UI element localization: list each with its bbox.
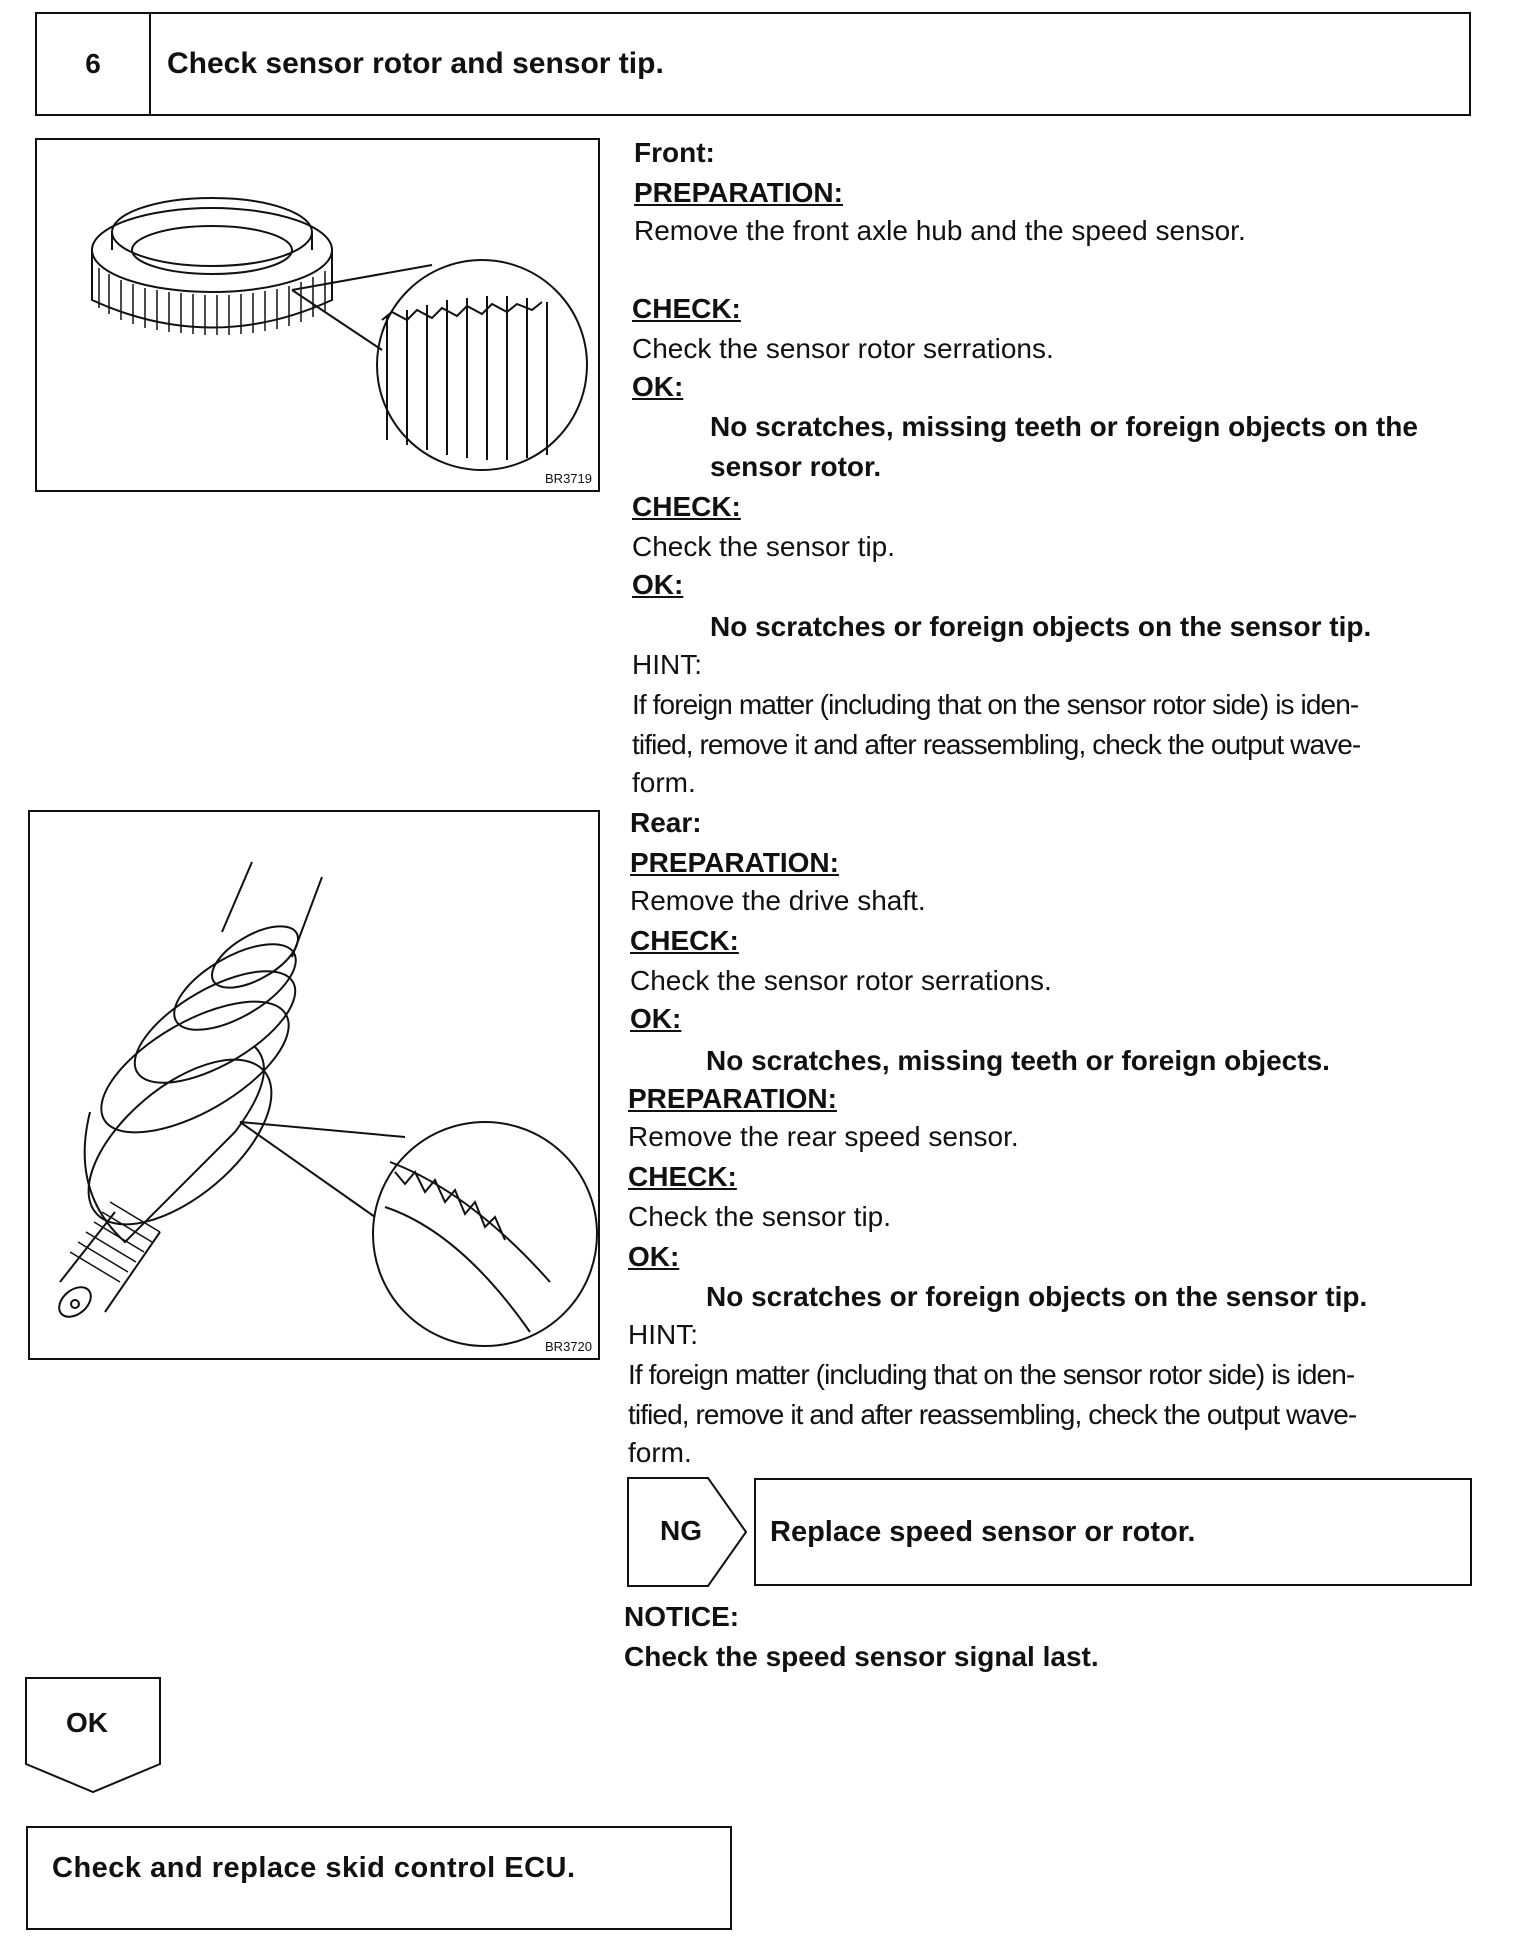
rear-check1-text: Check the sensor rotor serrations. [630, 965, 1052, 996]
rear-hint-line2: tified, remove it and after reassembling, check the output wave- [628, 1399, 1357, 1430]
front-check2-text: Check the sensor tip. [632, 531, 896, 562]
ok-result-text: Check and replace skid control ECU. [52, 1852, 576, 1884]
ok-result-box [26, 1826, 732, 1930]
rear-shaft-illustration [30, 812, 598, 1358]
front-check2-label: CHECK: [632, 491, 741, 522]
rear-ok2-label: OK: [628, 1241, 680, 1272]
front-rotor-figure [35, 138, 600, 492]
rear-figure-code: BR3720 [545, 1339, 592, 1354]
front-figure-code: BR3719 [545, 471, 592, 486]
rear-prep2-label: PREPARATION: [628, 1083, 837, 1114]
front-prep-text: Remove the front axle hub and the speed sensor. [634, 215, 1246, 246]
rear-check2-text: Check the sensor tip. [628, 1201, 892, 1232]
rear-heading: Rear: [630, 807, 702, 838]
rear-hint-label: HINT: [628, 1319, 698, 1350]
notice-label: NOTICE: [624, 1601, 740, 1632]
front-ok1-label: OK: [632, 371, 684, 402]
rear-check1-label: CHECK: [630, 925, 739, 956]
ng-action-text: Replace speed sensor or rotor. [770, 1516, 1196, 1548]
rear-ok2-text: No scratches or foreign objects on the sensor tip. [706, 1281, 1368, 1312]
ok-label: OK [66, 1707, 108, 1738]
rear-hint-line3: form. [628, 1437, 692, 1468]
front-ok1-line1: No scratches, missing teeth or foreign objects on the [710, 411, 1418, 442]
front-rotor-illustration [37, 140, 598, 490]
step-number: 6 [37, 14, 151, 114]
front-ok2-label: OK: [632, 569, 684, 600]
front-hint-line1: If foreign matter (including that on the sensor rotor side) is iden- [632, 689, 1359, 720]
rear-check2-label: CHECK: [628, 1161, 737, 1192]
front-check1-text: Check the sensor rotor serrations. [632, 333, 1054, 364]
front-hint-line3: form. [632, 767, 696, 798]
ng-action-box [754, 1478, 1472, 1586]
front-hint-line2: tified, remove it and after reassembling, check the output wave- [632, 729, 1361, 760]
front-ok1-line2: sensor rotor. [710, 451, 882, 482]
front-ok2-text: No scratches or foreign objects on the sensor tip. [710, 611, 1372, 642]
rear-hint-line1: If foreign matter (including that on the sensor rotor side) is iden- [628, 1359, 1355, 1390]
rear-prep1-text: Remove the drive shaft. [630, 885, 926, 916]
ng-label: NG [660, 1515, 702, 1546]
rear-prep2-text: Remove the rear speed sensor. [628, 1121, 1019, 1152]
front-hint-label: HINT: [632, 649, 702, 680]
front-check1-label: CHECK: [632, 293, 741, 324]
step-title: Check sensor rotor and sensor tip. [167, 47, 664, 80]
rear-ok1-text: No scratches, missing teeth or foreign objects. [706, 1045, 1330, 1076]
notice-text: Check the speed sensor signal last. [624, 1641, 1099, 1672]
rear-shaft-figure [28, 810, 600, 1360]
front-heading: Front: [634, 137, 715, 168]
rear-ok1-label: OK: [630, 1003, 682, 1034]
front-prep-label: PREPARATION: [634, 177, 843, 208]
step-header [35, 12, 1471, 116]
rear-prep1-label: PREPARATION: [630, 847, 839, 878]
